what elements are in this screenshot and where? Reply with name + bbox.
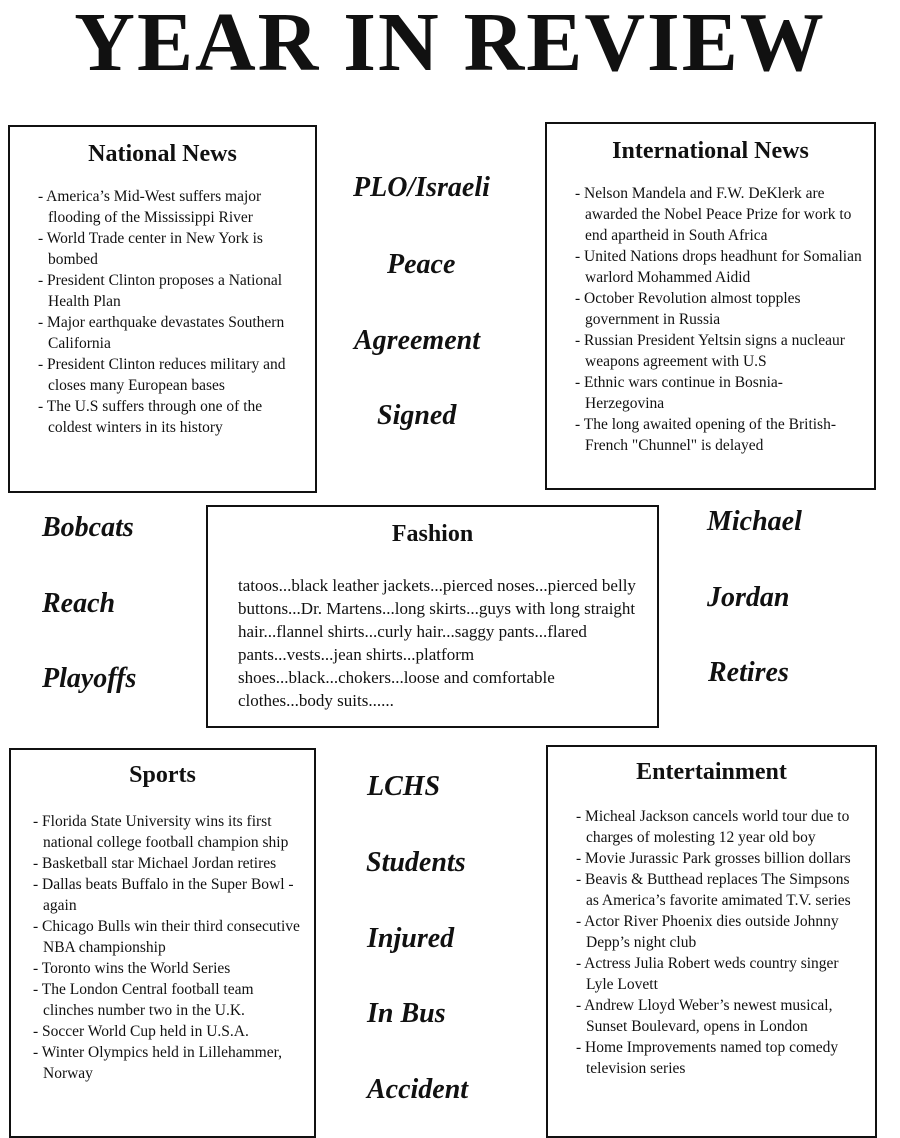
list-item: - Actor River Phoenix dies outside Johnny Depp’s night club — [576, 913, 839, 951]
fashion-text: tatoos...black leather jackets...pierced noses...pierced belly buttons...Dr. Martens...long skirts...guys with long straight hair...flannel shirts...curly hair...saggy pants...flared pants...vests...jean shirts...platform shoes...black...chokers...loose and comfortable clothes...body suits...... — [238, 576, 636, 710]
list-item: - The London Central football team clinches number two in the U.K. — [33, 981, 254, 1019]
list-item: - Toronto wins the World Series — [33, 960, 231, 977]
list-item: - Home Improvements named top comedy television series — [576, 1039, 839, 1077]
headline-bobcats-2: Reach — [42, 588, 116, 619]
list-item: - Dallas beats Buffalo in the Super Bowl - again — [33, 876, 294, 914]
headline-lchs-2: Students — [366, 847, 466, 878]
list-item: - Winter Olympics held in Lillehammer, Norway — [33, 1044, 282, 1082]
national-news-box — [8, 125, 317, 493]
international-news-title: International News — [612, 138, 809, 164]
headline-peace-3: Agreement — [354, 325, 480, 356]
headline-jordan-2: Jordan — [707, 582, 790, 613]
fashion-title: Fashion — [391, 521, 474, 547]
list-item: - United Nations drops headhunt for Somalian warlord Mohammed Aidid — [575, 248, 862, 286]
sports-list — [11, 811, 314, 1084]
sports-box — [9, 748, 316, 1138]
list-item: - Russian President Yeltsin signs a nucleaur weapons agreement with U.S — [575, 332, 845, 370]
headline-lchs-5: Accident — [367, 1074, 469, 1105]
list-item: - Chicago Bulls win their third consecutive NBA championship — [33, 918, 300, 956]
national-news-title: National News — [88, 141, 237, 167]
national-news-list — [10, 186, 315, 438]
list-item: - October Revolution almost topples government in Russia — [575, 290, 801, 328]
list-item: - Ethnic wars continue in Bosnia-Herzegovina — [575, 374, 783, 412]
headline-bobcats-1: Bobcats — [42, 512, 134, 543]
international-news-list — [547, 183, 874, 456]
list-item: - President Clinton proposes a National Health Plan — [38, 272, 283, 310]
headline-peace-2: Peace — [387, 249, 456, 280]
entertainment-list — [548, 806, 875, 1079]
list-item: - The long awaited opening of the British-French "Chunnel" is delayed — [575, 416, 837, 454]
headline-peace-4: Signed — [377, 400, 457, 431]
headline-lchs-1: LCHS — [367, 771, 441, 802]
headline-lchs-4: In Bus — [367, 998, 446, 1029]
list-item: - America’s Mid-West suffers major flooding of the Mississippi River — [38, 188, 262, 226]
list-item: - Soccer World Cup held in U.S.A. — [33, 1023, 249, 1040]
list-item: - Actress Julia Robert weds country singer Lyle Lovett — [576, 955, 839, 993]
headline-jordan-3: Retires — [708, 657, 789, 688]
sports-title: Sports — [129, 762, 196, 788]
page-title: YEAR IN REVIEW — [74, 0, 826, 89]
headline-jordan-1: Michael — [707, 506, 802, 537]
entertainment-title: Entertainment — [636, 759, 787, 785]
list-item: - Andrew Lloyd Weber’s newest musical, Sunset Boulevard, opens in London — [576, 997, 833, 1035]
list-item: - Florida State University wins its first national college football champion ship — [33, 813, 289, 851]
fashion-box — [206, 505, 659, 728]
list-item: - Basketball star Michael Jordan retires — [33, 855, 277, 872]
list-item: - The U.S suffers through one of the coldest winters in its history — [38, 398, 263, 436]
list-item: - Beavis & Butthead replaces The Simpsons as America’s favorite amimated T.V. series — [576, 871, 851, 909]
international-news-box — [545, 122, 876, 490]
list-item: - Micheal Jackson cancels world tour due to charges of molesting 12 year old boy — [576, 808, 850, 846]
headline-peace-1: PLO/Israeli — [353, 172, 490, 203]
headline-bobcats-3: Playoffs — [42, 663, 137, 694]
list-item: - President Clinton reduces military and closes many European bases — [38, 356, 286, 394]
list-item: - Nelson Mandela and F.W. DeKlerk are awarded the Nobel Peace Prize for work to end apartheid in South Africa — [575, 185, 852, 244]
headline-lchs-3: Injured — [367, 923, 455, 954]
list-item: - World Trade center in New York is bombed — [38, 230, 263, 268]
list-item: - Major earthquake devastates Southern California — [38, 314, 285, 352]
entertainment-box — [546, 745, 877, 1138]
list-item: - Movie Jurassic Park grosses billion dollars — [576, 850, 851, 867]
